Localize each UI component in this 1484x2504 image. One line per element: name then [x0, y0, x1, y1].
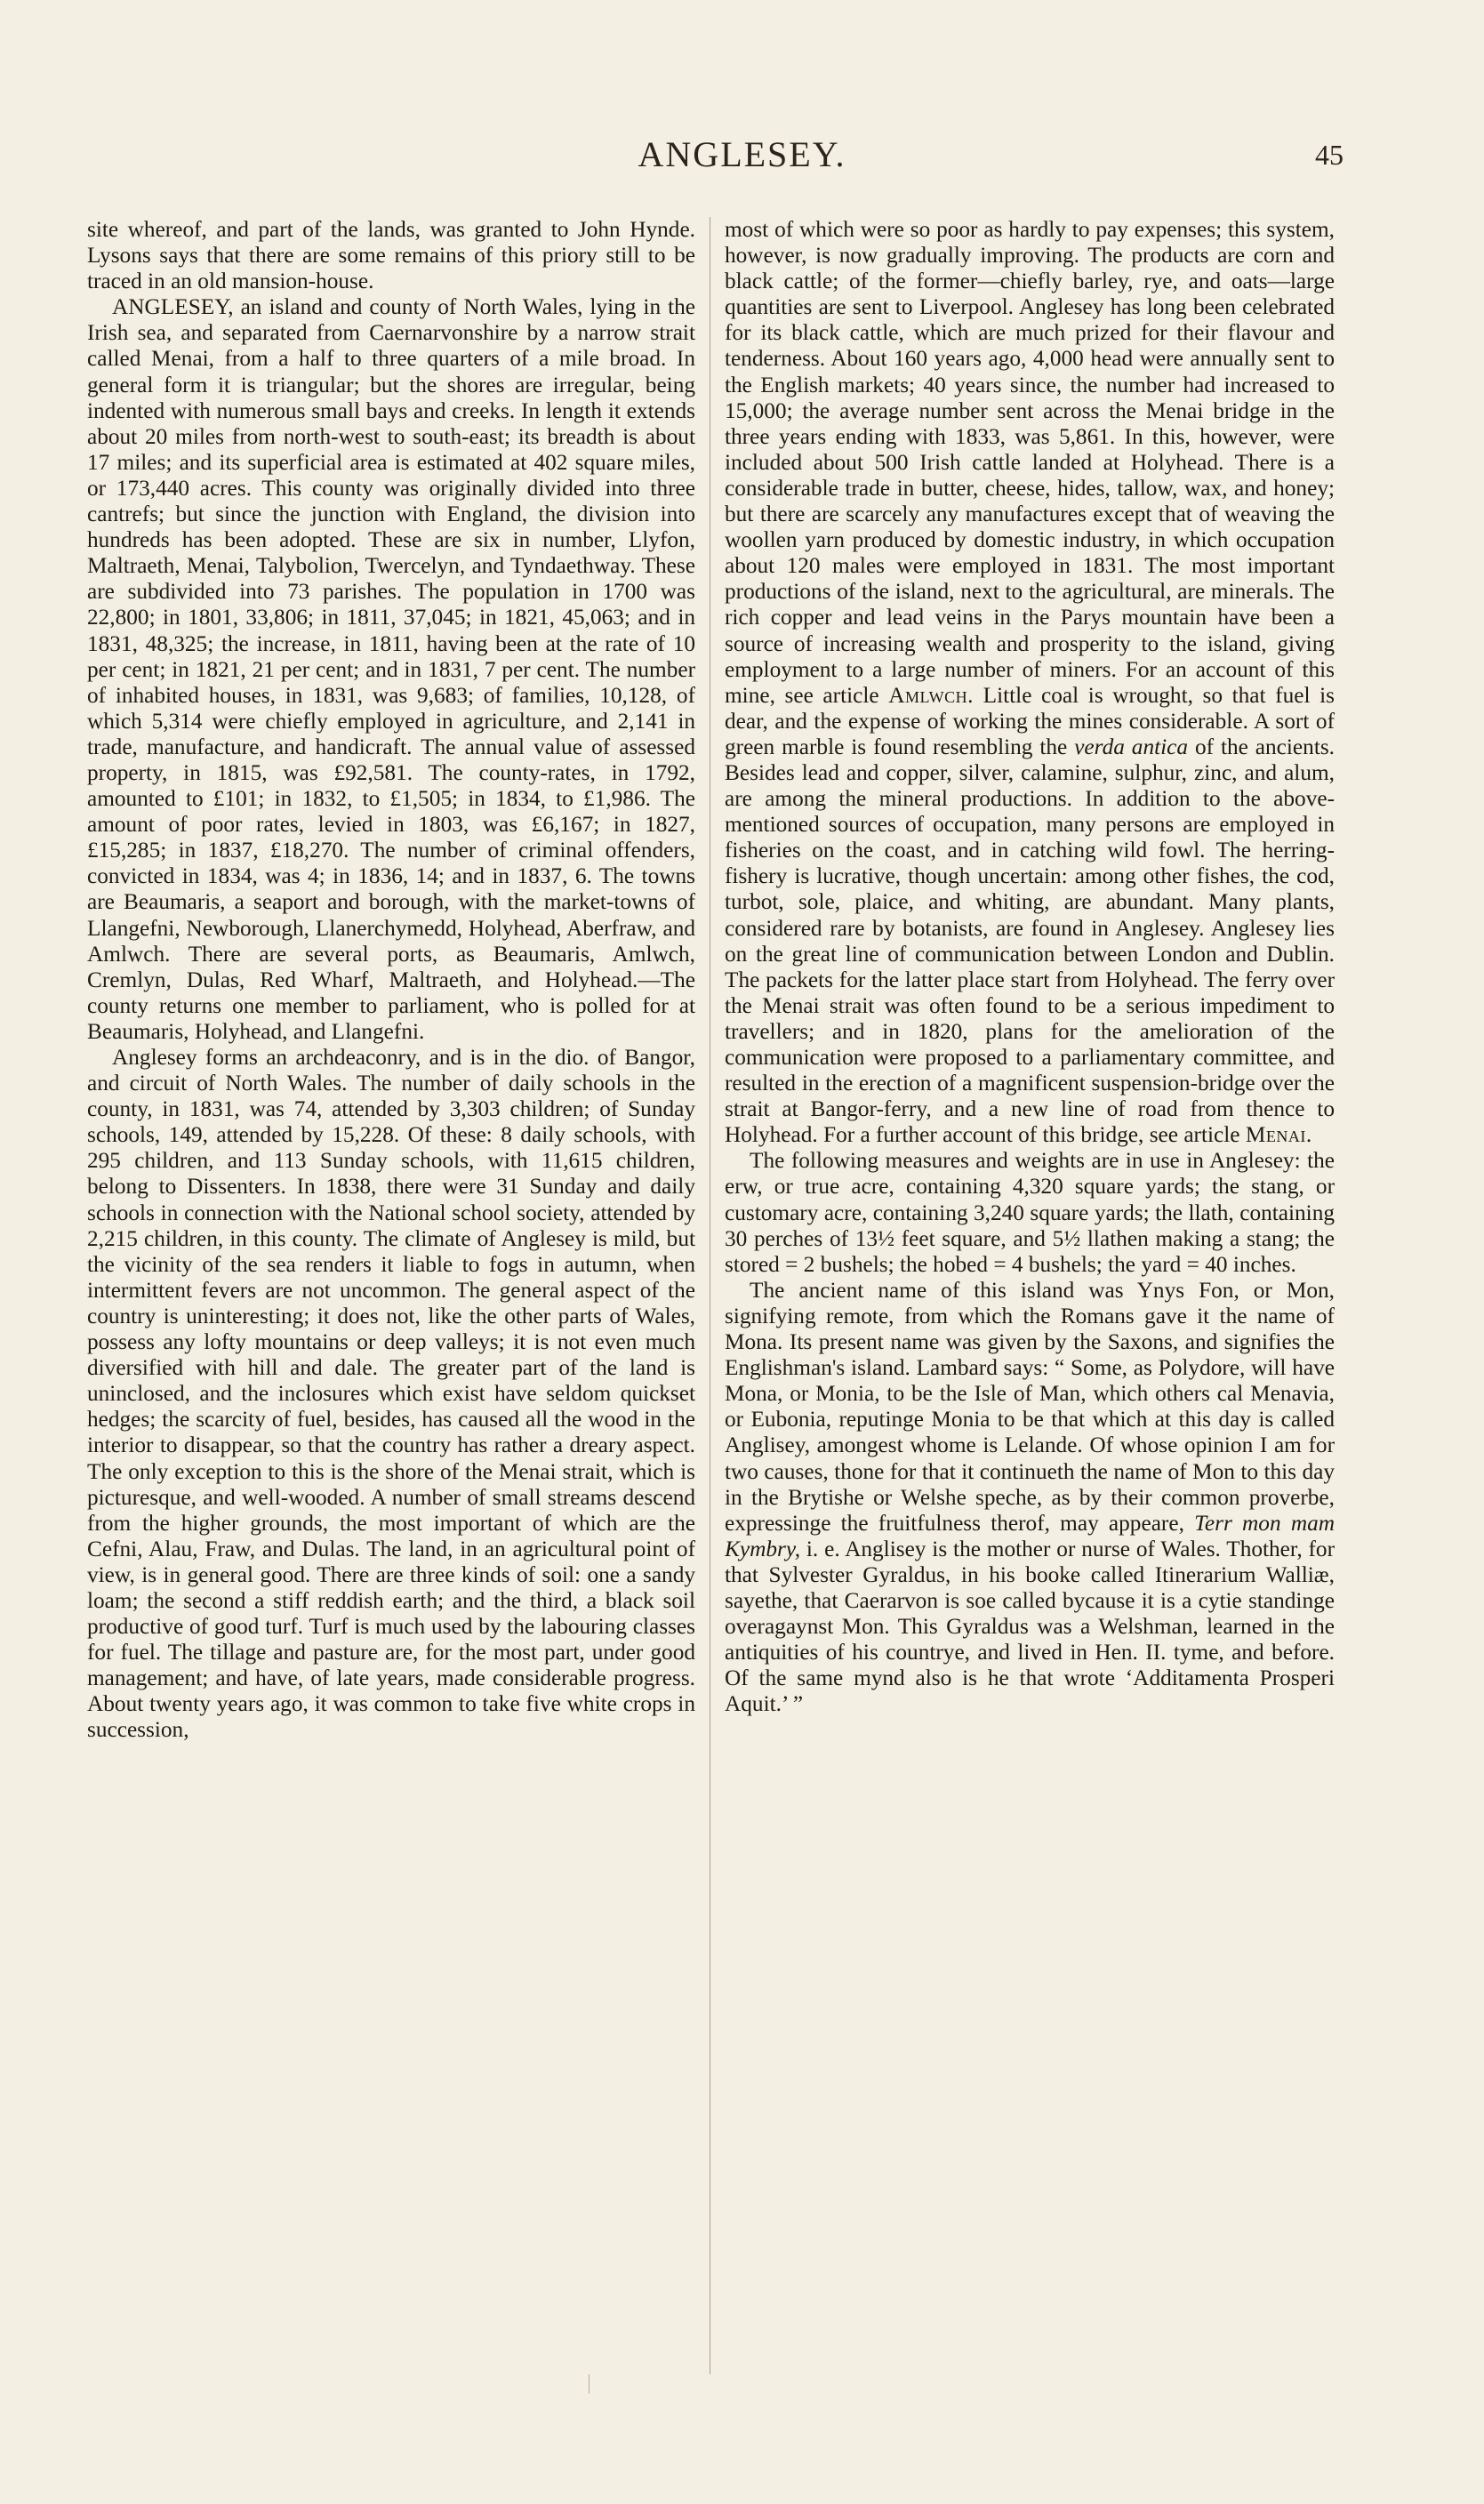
cross-reference-menai: Menai. [1245, 1122, 1312, 1148]
agriculture-text-b: Little coal is wrought, so that fuel is dear, and the expense of working the mines considerable. A sort of green marble is found resembling the [725, 682, 1335, 759]
paragraph-agriculture-minerals [725, 217, 1335, 1148]
welsh-proverb: Terr mon mam Kymbry, [725, 1510, 1335, 1561]
running-title: ANGLESEY. [638, 134, 846, 174]
cross-reference-amlwch: Amlwch. [888, 682, 975, 708]
footer-mark [589, 2374, 590, 2394]
right-column [725, 217, 1335, 2383]
ancient-name-text-b: i. e. Anglisey is the mother or nurse of Wales. Thother, for that Sylvester Gyraldus, in his booke called Itinerarium Walliæ, sayethe, that Caerarvon is soe called bycause it is a cytie standinge overagaynst Mon. This Gyraldus was a Welshman, learned in the antiquities of his countrye, and lived in Hen. II. tyme, and before. Of the same mynd also is he that wrote ‘Additamenta Prosperi Aquit.’ ” [725, 1536, 1335, 1717]
page-number: 45 [1315, 139, 1344, 171]
paragraph-priory-continuation: site whereof, and part of the lands, was granted to John Hynde. Lysons says that there are some remains of this priory still to be traced in an old mansion-house. [87, 217, 695, 294]
term-verda-antica: verda antica [1074, 734, 1189, 759]
ancient-name-text-a: The ancient name of this island was Ynys Fon, or Mon, signifying remote, from which the Romans gave it the name of Mona. Its present name was given by the Saxons, and signifies the Englishman's island. Lambard says: “ Some, as Polydore, will have Mona, or Monia, to be the Isle of Man, which others cal Menavia, or Eubonia, reputinge Monia to be that which at this day is called Anglisey, amongest whome is Lelande. Of whose opinion I am for two causes, thone for that it continueth the name of Mon to this day in the Brytishe or Welshe speche, as by their common proverbe, expressinge the fruitfulness therof, may appeare, [725, 1277, 1335, 1536]
paragraph-measures-weights: The following measures and weights are in use in Anglesey: the erw, or true acre, containing 4,320 square yards; the stang, or customary acre, containing 3,240 square yards; the llath, containing 30 perches of 13½ feet square, and 5½ llathen making a stang; the stored = 2 bushels; the hobed = 4 bushels; the yard = 40 inches. [725, 1148, 1335, 1277]
agriculture-text-a: most of which were so poor as hardly to pay expenses; this system, however, is now gradually improving. The products are corn and black cattle; of the former—chiefly barley, rye, and oats—large quantities are sent to Liverpool. Anglesey has long been celebrated for its black cattle, which are much prized for their flavour and tenderness. About 160 years ago, 4,000 head were annually sent to the English markets; 40 years since, the number had increased to 15,000; the average number sent across the Menai bridge in the three years ending with 1833, was 5,861. In this, however, were included about 500 Irish cattle landed at Holyhead. There is a considerable trade in butter, cheese, hides, tallow, wax, and honey; but there are scarcely any manufactures except that of weaving the woollen yarn produced by domestic industry, in which occupation about 120 males were employed in 1831. The most important productions of the island, next to the agricultural, are minerals. The rich copper and lead veins in the Parys mountain have been a source of increasing wealth and prosperity to the island, giving employment to a large number of miners. For an account of this mine, see article [725, 217, 1335, 708]
left-column [87, 217, 695, 2383]
paragraph-county-description: ANGLESEY, an island and county of North Wales, lying in the Irish sea, and separated from Caernarvonshire by a narrow strait called Menai, from a half to three quarters of a mile broad. In general form it is triangular; but the shores are irregular, being indented with numerous small bays and creeks. In length it extends about 20 miles from north-west to south-east; its breadth is about 17 miles; and its superficial area is estimated at 402 square miles, or 173,440 acres. This county was originally divided into three cantrefs; but since the junction with England, the division into hundreds has been adopted. These are six in number, Llyfon, Maltraeth, Menai, Talybolion, Twercelyn, and Tyndaethway. These are subdivided into 73 parishes. The population in 1700 was 22,800; in 1801, 33,806; in 1811, 37,045; in 1821, 45,063; and in 1831, 48,325; the increase, in 1811, having been at the rate of 10 per cent; in 1821, 21 per cent; and in 1831, 7 per cent. The number of inhabited houses, in 1831, was 9,683; of families, 10,128, of which 5,314 were chiefly employed in agriculture, and 2,141 in trade, manufacture, and handicraft. The annual value of assessed property, in 1815, was £92,581. The county-rates, in 1792, amounted to £101; in 1832, to £1,505; in 1834, to £1,986. The amount of poor rates, levied in 1803, was £6,167; in 1827, £15,285; in 1837, £18,270. The number of criminal offenders, convicted in 1834, was 4; in 1836, 14; and in 1837, 6. The towns are Beaumaris, a seaport and borough, with the market-towns of Llangefni, Newborough, Llanerchymedd, Holyhead, Aberfraw, and Amlwch. There are several ports, as Beaumaris, Amlwch, Cremlyn, Dulas, Red Wharf, Maltraeth, and Holyhead.—The county returns one member to parliament, who is polled for at Beaumaris, Holyhead, and Llangefni. [87, 294, 695, 1044]
paragraph-schools-climate: Anglesey forms an archdeaconry, and is in the dio. of Bangor, and circuit of North Wales. The number of daily schools in the county, in 1831, was 74, attended by 3,303 children; of Sunday schools, 149, attended by 15,228. Of these: 8 daily schools, with 295 children, and 113 Sunday schools, with 11,615 children, belong to Dissenters. In 1838, there were 31 Sunday and daily schools in connection with the National school society, attended by 2,215 children, in this county. The climate of Anglesey is mild, but the vicinity of the sea renders it liable to fogs in autumn, when intermittent fevers are not uncommon. The general aspect of the country is uninteresting; it does not, like the other parts of Wales, possess any lofty mountains or deep valleys; it is not even much diversified with hill and dale. The greater part of the land is uninclosed, and the inclosures which exist have seldom quickset hedges; the scarcity of fuel, besides, has caused all the wood in the interior to disappear, so that the country has rather a dreary aspect. The only exception to this is the shore of the Menai strait, which is picturesque, and well-wooded. A number of small streams descend from the higher grounds, the most important of which are the Cefni, Alau, Fraw, and Dulas. The land, in an agricultural point of view, is in general good. There are three kinds of soil: one a sandy loam; the second a stiff reddish earth; and the third, a black soil productive of good turf. Turf is much used by the labouring classes for fuel. The tillage and pasture are, for the most part, under good management; and have, of late years, made considerable progress. About twenty years ago, it was common to take five white crops in succession, [87, 1045, 695, 1743]
paragraph-ancient-name [725, 1278, 1335, 1718]
page-header [0, 133, 1484, 178]
agriculture-text-c: of the ancients. Besides lead and copper, silver, calamine, sulphur, zinc, and alum, are among the mineral productions. In addition to the above-mentioned sources of occupation, many persons are employed in fisheries on the coast, and in catching wild fowl. The herring-fishery is lucrative, though uncertain: among other fishes, the cod, turbot, sole, plaice, and whiting, are abundant. Many plants, considered rare by botanists, are found in Anglesey. Anglesey lies on the great line of communication between London and Dublin. The packets for the latter place start from Holyhead. The ferry over the Menai strait was often found to be a serious impediment to travellers; and in 1820, plans for the amelioration of the communication were proposed to a parliamentary committee, and resulted in the erection of a magnificent suspension-bridge over the strait at Bangor-ferry, and a new line of road from thence to Holyhead. For a further account of this bridge, see article [725, 734, 1335, 1148]
